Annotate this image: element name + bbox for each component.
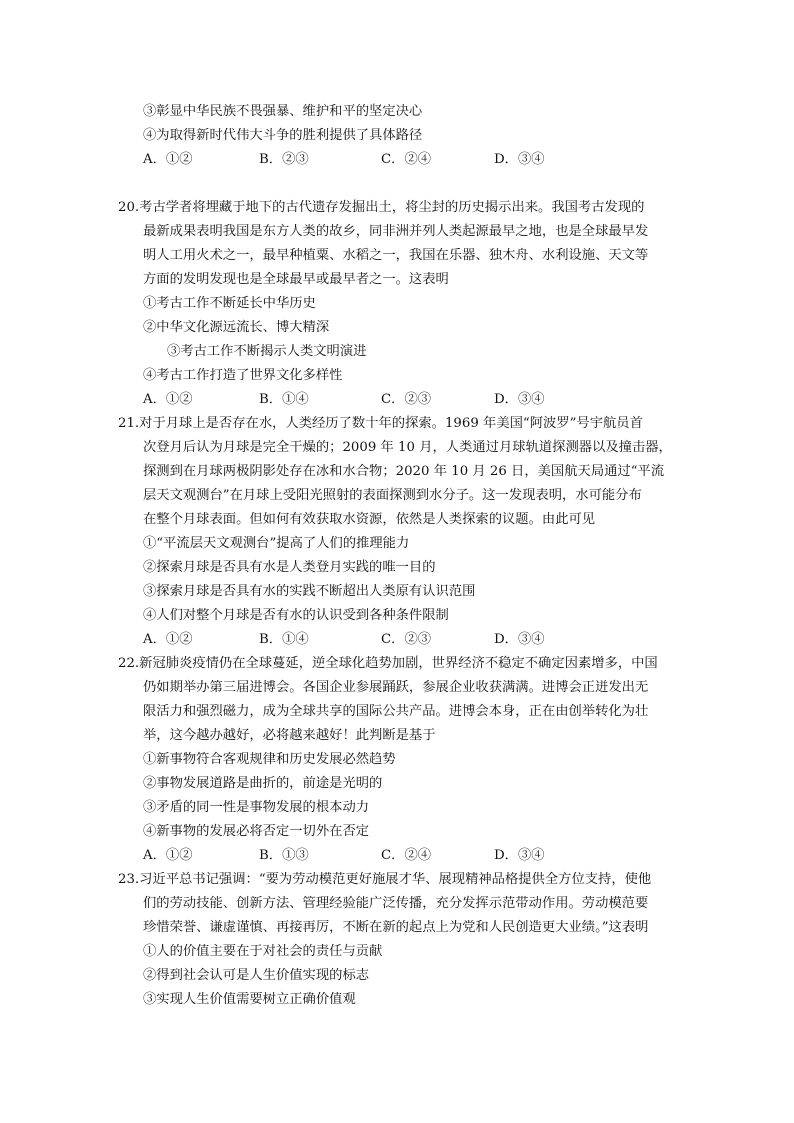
- option-a[interactable]: A．①②: [143, 392, 193, 407]
- q21-stem-line: 探测到在月球两极阴影处存在冰和水合物；2020 年 10 月 26 日，美国航天局通过“平流: [143, 464, 665, 479]
- q21-item-1: ①“平流层天文观测台”提高了人们的推理能力: [143, 536, 410, 551]
- q22-item-3: ③矛盾的同一性是事物发展的根本动力: [143, 800, 370, 815]
- option-b[interactable]: B．①④: [259, 632, 309, 647]
- q21-item-4: ④人们对整个月球是否有水的认识受到各种条件限制: [143, 608, 449, 623]
- q23-stem-line: 们的劳动技能、创新方法、管理经验能广泛传播，充分发挥示范带动作用。劳动模范要: [143, 896, 649, 911]
- option-b[interactable]: B．①③: [259, 848, 309, 863]
- prev-item-4: ④为取得新时代伟大斗争的胜利提供了具体路径: [143, 128, 423, 143]
- q23-item-2: ②得到社会认可是人生价值实现的标志: [143, 968, 370, 983]
- q22-stem-line: 限活力和强烈磁力，成为全球共享的国际公共产品。进博会本身，正在由创举转化为壮: [143, 704, 649, 719]
- option-d[interactable]: D．③④: [494, 848, 545, 863]
- prev-item-3: ③彰显中华民族不畏强暴、维护和平的坚定决心: [143, 104, 423, 119]
- option-c[interactable]: C．②④: [381, 152, 432, 167]
- q22-item-2: ②事物发展道路是曲折的，前途是光明的: [143, 776, 383, 791]
- q20-stem-line: 方面的发明发现也是全球最早或最早者之一。这表明: [143, 272, 449, 287]
- q20-stem-line: 最新成果表明我国是东方人类的故乡，同非洲并列人类起源最早之地，也是全球最早发: [143, 224, 649, 239]
- option-d[interactable]: D．③④: [494, 392, 545, 407]
- q21-stem-line: 在整个月球表面。但如何有效获取水资源，依然是人类探索的议题。由此可见: [143, 512, 596, 527]
- option-a[interactable]: A．①②: [143, 152, 193, 167]
- q21-item-3: ③探索月球是否具有水的实践不断超出人类原有认识范围: [143, 584, 476, 599]
- q22-stem-line: 仍如期举办第三届进博会。各国企业参展踊跃，参展企业收获满满。进博会正迸发出无: [143, 680, 649, 695]
- q20-item-2: ②中华文化源远流长、博大精深: [143, 320, 330, 335]
- q22-item-1: ①新事物符合客观规律和历史发展必然趋势: [143, 752, 396, 767]
- option-b[interactable]: B．①④: [259, 392, 309, 407]
- q20-item-4: ④考古工作打造了世界文化多样性: [143, 368, 343, 383]
- q23-stem-line: 珍惜荣誉、谦虚谨慎、再接再厉，不断在新的起点上为党和人民创造更大业绩。”这表明: [143, 920, 649, 935]
- q23-stem-line: 23.习近平总书记强调：“要为劳动模范更好施展才华、展现精神品格提供全方位支持，使他: [118, 872, 652, 887]
- q22-stem-line: 22.新冠肺炎疫情仍在全球蔓延，逆全球化趋势加剧，世界经济不稳定不确定因素增多，中国: [118, 656, 658, 671]
- q20-stem-line: 20.考古学者将埋藏于地下的古代遗存发掘出土，将尘封的历史揭示出来。我国考古发现的: [118, 200, 645, 215]
- q20-item-3: ③考古工作不断揭示人类文明演进: [167, 344, 367, 359]
- option-d[interactable]: D．③④: [494, 152, 545, 167]
- option-c[interactable]: C．②③: [381, 632, 432, 647]
- q22-item-4: ④新事物的发展必将否定一切外在否定: [143, 824, 370, 839]
- q22-stem-line: 举，这今越办越好，必将越来越好！此判断是基于: [143, 728, 436, 743]
- q23-item-1: ①人的价值主要在于对社会的责任与贡献: [143, 944, 383, 959]
- q21-stem-line: 21.对于月球上是否存在水，人类经历了数十年的探索。1969 年美国“阿波罗”号宇航员首: [118, 416, 643, 431]
- option-a[interactable]: A．①②: [143, 848, 193, 863]
- option-d[interactable]: D．③④: [494, 632, 545, 647]
- q20-stem-line: 明人工用火术之一，最早种植粟、水稻之一，我国在乐器、独木舟、水利设施、天文等: [143, 248, 649, 263]
- q21-item-2: ②探索月球是否具有水是人类登月实践的唯一目的: [143, 560, 436, 575]
- q20-item-1: ①考古工作不断延长中华历史: [143, 296, 316, 311]
- option-c[interactable]: C．②③: [381, 392, 432, 407]
- option-c[interactable]: C．②④: [381, 848, 432, 863]
- option-a[interactable]: A．①②: [143, 632, 193, 647]
- q21-stem-line: 次登月后认为月球是完全干燥的；2009 年 10 月，人类通过月球轨道探测器以及撞击器，: [143, 440, 672, 455]
- q23-item-3: ③实现人生价值需要树立正确价值观: [143, 992, 356, 1007]
- option-b[interactable]: B．②③: [259, 152, 309, 167]
- q21-stem-line: 层天文观测台”在月球上受阳光照射的表面探测到水分子。这一发现表明，水可能分布: [143, 488, 642, 503]
